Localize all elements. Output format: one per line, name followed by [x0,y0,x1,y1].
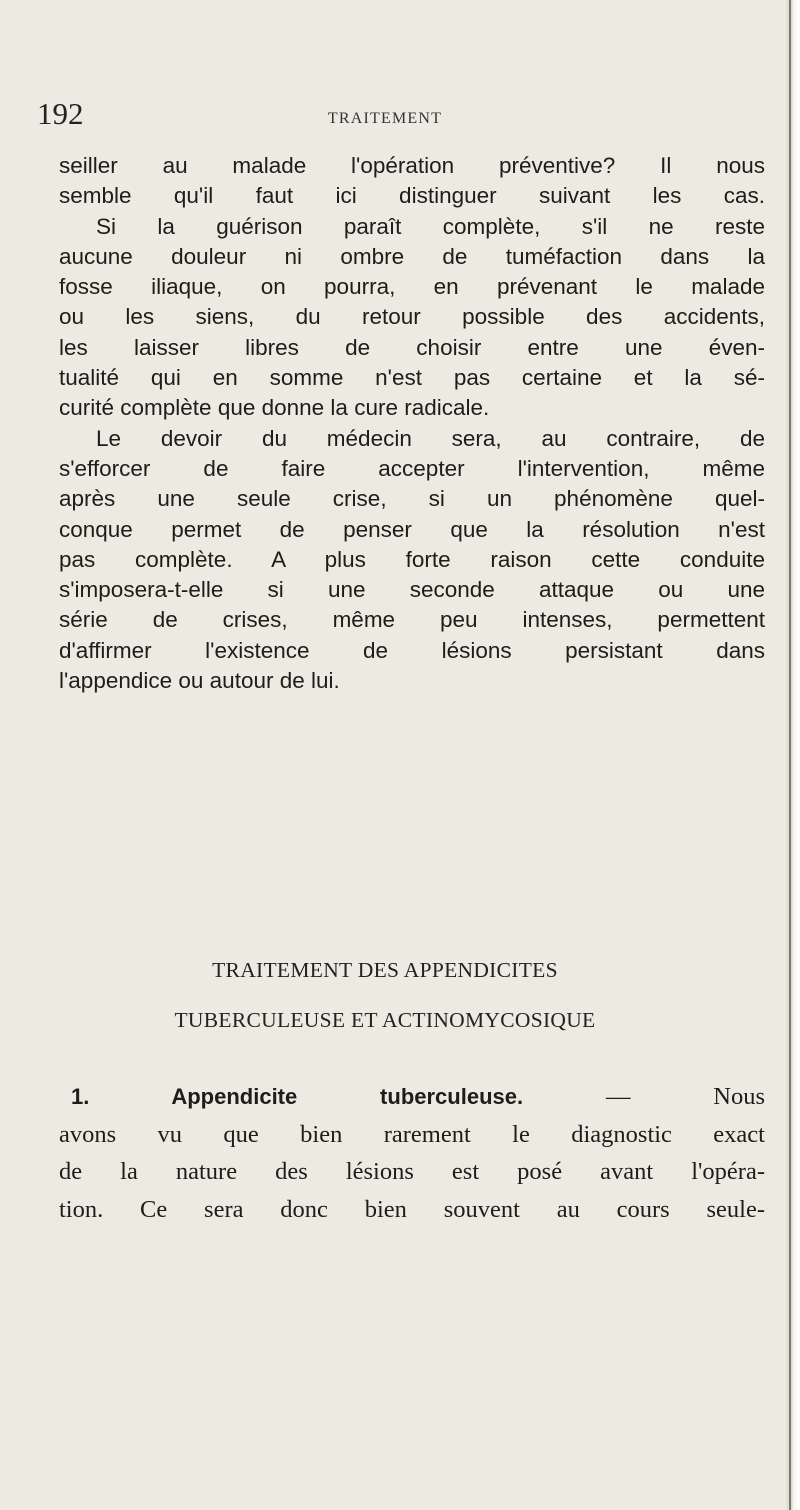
text-line: conque permet de penser que la résolution n'est [59,516,765,542]
page-edge-line [789,0,791,1510]
text-line: tion. Ce sera donc bien souvent au cours seule- [59,1195,765,1223]
page-number: 192 [37,96,84,131]
running-head: TRAITEMENT [327,110,443,127]
text-line: Le devoir du médecin sera, au contraire, de [96,425,765,451]
text-line: Si la guérison paraît complète, s'il ne reste [96,213,765,239]
text-line: les laisser libres de choisir entre une éven- [59,334,765,360]
text-line: pas complète. A plus forte raison cette conduite [59,546,765,572]
text-line: tualité qui en somme n'est pas certaine et la sé- [59,365,765,391]
text-line: série de crises, même peu intenses, permettent [59,607,765,633]
text-line: fosse iliaque, on pourra, en prévenant le malade [59,274,765,300]
section-heading-line-1: TRAITEMENT DES APPENDICITES [212,958,558,982]
text-line: d'affirmer l'existence de lésions persistant dans [59,637,765,663]
text-line: de la nature des lésions est posé avant l'opéra- [59,1158,765,1185]
subsection-paragraph [59,1078,765,1228]
text-line: ou les siens, du retour possible des accidents, [59,304,765,330]
subsection-title: 1. Appendicite tuberculeuse. [71,1084,524,1109]
text-line: semble qu'il faut ici distinguer suivant les cas. [59,183,765,209]
text-line: curité complète que donne la cure radicale. [59,395,490,421]
body-paragraphs [59,151,765,696]
text-line: aucune douleur ni ombre de tuméfaction dans la [59,243,765,269]
text-line: avons vu que bien rarement le diagnostic exact [59,1120,765,1148]
text-line: seiller au malade l'opération préventive? Il nous [59,153,765,178]
subsection-first-line [59,1078,765,1116]
text-line: après une seule crise, si un phénomène quel- [59,486,765,512]
subsection-first-line-rest: — Nous [523,1083,765,1110]
text-line: s'imposera-t-elle si une seconde attaque ou une [59,577,765,603]
text-line: l'appendice ou autour de lui. [59,668,340,694]
section-heading-line-2: TUBERCULEUSE ET ACTINOMYCOSIQUE [174,1008,596,1032]
text-line: s'efforcer de faire accepter l'intervention, même [59,455,765,481]
